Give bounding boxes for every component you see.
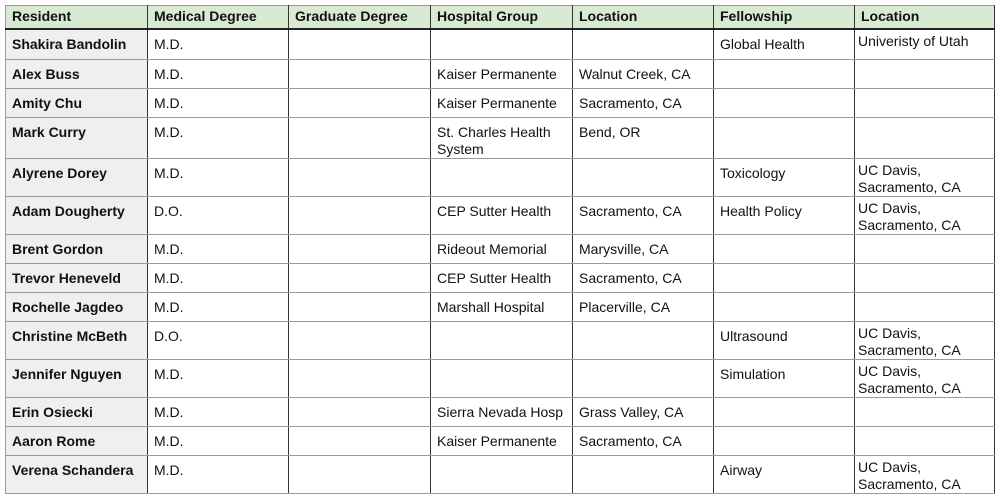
- graduate-degree-cell: [289, 118, 431, 159]
- table-row: [6, 118, 995, 159]
- fellowship-cell: [714, 398, 855, 427]
- medical-degree-cell: D.O.: [148, 197, 289, 235]
- graduate-degree-cell: [289, 159, 431, 197]
- medical-degree-cell: D.O.: [148, 322, 289, 360]
- medical-degree-cell: M.D.: [148, 398, 289, 427]
- table-row: [6, 322, 995, 360]
- medical-degree-cell: M.D.: [148, 427, 289, 456]
- fellowship-cell: Global Health: [714, 29, 855, 60]
- header-fellowship-location: Location: [855, 6, 995, 30]
- hospital-group-cell: Marshall Hospital: [431, 293, 573, 322]
- graduate-degree-cell: [289, 398, 431, 427]
- resident-cell: Alex Buss: [6, 60, 148, 89]
- fellowship-cell: Airway: [714, 456, 855, 494]
- hospital-group-cell: [431, 322, 573, 360]
- graduate-degree-cell: [289, 293, 431, 322]
- graduate-degree-cell: [289, 89, 431, 118]
- graduate-degree-cell: [289, 235, 431, 264]
- table-body: [6, 29, 995, 494]
- fellowship-cell: Health Policy: [714, 197, 855, 235]
- header-graduate-degree: Graduate Degree: [289, 6, 431, 30]
- location-cell: Grass Valley, CA: [573, 398, 714, 427]
- hospital-group-cell: [431, 360, 573, 398]
- medical-degree-cell: M.D.: [148, 235, 289, 264]
- fellowship-cell: Ultrasound: [714, 322, 855, 360]
- hospital-group-cell: Sierra Nevada Hosp: [431, 398, 573, 427]
- fellowship-location-cell: Univeristy of Utah: [855, 29, 995, 60]
- fellowship-cell: Simulation: [714, 360, 855, 398]
- fellowship-cell: [714, 264, 855, 293]
- hospital-group-cell: [431, 29, 573, 60]
- fellowship-location-cell: [855, 235, 995, 264]
- location-cell: Sacramento, CA: [573, 89, 714, 118]
- table-row: [6, 360, 995, 398]
- medical-degree-cell: M.D.: [148, 118, 289, 159]
- hospital-group-cell: [431, 456, 573, 494]
- residents-table: [5, 5, 995, 494]
- header-location: Location: [573, 6, 714, 30]
- resident-cell: Jennifer Nguyen: [6, 360, 148, 398]
- fellowship-cell: [714, 427, 855, 456]
- graduate-degree-cell: [289, 264, 431, 293]
- fellowship-cell: [714, 293, 855, 322]
- graduate-degree-cell: [289, 456, 431, 494]
- medical-degree-cell: M.D.: [148, 264, 289, 293]
- header-hospital-group: Hospital Group: [431, 6, 573, 30]
- hospital-group-cell: Rideout Memorial: [431, 235, 573, 264]
- graduate-degree-cell: [289, 29, 431, 60]
- medical-degree-cell: M.D.: [148, 293, 289, 322]
- resident-cell: Christine McBeth: [6, 322, 148, 360]
- medical-degree-cell: M.D.: [148, 456, 289, 494]
- fellowship-cell: [714, 60, 855, 89]
- fellowship-location-cell: UC Davis, Sacramento, CA: [855, 322, 995, 360]
- table-row: [6, 60, 995, 89]
- hospital-group-cell: Kaiser Permanente: [431, 89, 573, 118]
- medical-degree-cell: M.D.: [148, 29, 289, 60]
- table-row: [6, 235, 995, 264]
- table-row: [6, 427, 995, 456]
- table-row: [6, 89, 995, 118]
- resident-cell: Adam Dougherty: [6, 197, 148, 235]
- medical-degree-cell: M.D.: [148, 60, 289, 89]
- fellowship-location-cell: [855, 427, 995, 456]
- resident-cell: Mark Curry: [6, 118, 148, 159]
- graduate-degree-cell: [289, 360, 431, 398]
- fellowship-location-cell: UC Davis, Sacramento, CA: [855, 159, 995, 197]
- resident-cell: Brent Gordon: [6, 235, 148, 264]
- table-row: [6, 398, 995, 427]
- graduate-degree-cell: [289, 322, 431, 360]
- location-cell: Placerville, CA: [573, 293, 714, 322]
- table-row: [6, 293, 995, 322]
- location-cell: Walnut Creek, CA: [573, 60, 714, 89]
- resident-cell: Aaron Rome: [6, 427, 148, 456]
- location-cell: Sacramento, CA: [573, 197, 714, 235]
- table-row: [6, 197, 995, 235]
- hospital-group-cell: [431, 159, 573, 197]
- resident-cell: Amity Chu: [6, 89, 148, 118]
- header-medical-degree: Medical Degree: [148, 6, 289, 30]
- fellowship-location-cell: UC Davis, Sacramento, CA: [855, 456, 995, 494]
- hospital-group-cell: CEP Sutter Health: [431, 264, 573, 293]
- location-cell: [573, 360, 714, 398]
- resident-cell: Verena Schandera: [6, 456, 148, 494]
- header-resident: Resident: [6, 6, 148, 30]
- header-row: [6, 6, 995, 30]
- fellowship-cell: [714, 235, 855, 264]
- hospital-group-cell: CEP Sutter Health: [431, 197, 573, 235]
- location-cell: Sacramento, CA: [573, 264, 714, 293]
- table-row: [6, 264, 995, 293]
- table-row: [6, 456, 995, 494]
- hospital-group-cell: Kaiser Permanente: [431, 60, 573, 89]
- fellowship-location-cell: [855, 264, 995, 293]
- table-row: [6, 159, 995, 197]
- location-cell: [573, 456, 714, 494]
- resident-cell: Shakira Bandolin: [6, 29, 148, 60]
- resident-cell: Trevor Heneveld: [6, 264, 148, 293]
- fellowship-location-cell: [855, 398, 995, 427]
- fellowship-location-cell: [855, 60, 995, 89]
- header-fellowship: Fellowship: [714, 6, 855, 30]
- resident-cell: Rochelle Jagdeo: [6, 293, 148, 322]
- resident-cell: Alyrene Dorey: [6, 159, 148, 197]
- graduate-degree-cell: [289, 427, 431, 456]
- fellowship-location-cell: [855, 293, 995, 322]
- medical-degree-cell: M.D.: [148, 159, 289, 197]
- resident-cell: Erin Osiecki: [6, 398, 148, 427]
- graduate-degree-cell: [289, 60, 431, 89]
- fellowship-location-cell: UC Davis, Sacramento, CA: [855, 360, 995, 398]
- location-cell: [573, 322, 714, 360]
- table-row: [6, 29, 995, 60]
- fellowship-cell: [714, 89, 855, 118]
- location-cell: [573, 159, 714, 197]
- medical-degree-cell: M.D.: [148, 360, 289, 398]
- fellowship-location-cell: [855, 118, 995, 159]
- fellowship-location-cell: UC Davis, Sacramento, CA: [855, 197, 995, 235]
- location-cell: Sacramento, CA: [573, 427, 714, 456]
- hospital-group-cell: St. Charles Health System: [431, 118, 573, 159]
- medical-degree-cell: M.D.: [148, 89, 289, 118]
- fellowship-cell: [714, 118, 855, 159]
- location-cell: Marysville, CA: [573, 235, 714, 264]
- graduate-degree-cell: [289, 197, 431, 235]
- location-cell: Bend, OR: [573, 118, 714, 159]
- fellowship-location-cell: [855, 89, 995, 118]
- fellowship-cell: Toxicology: [714, 159, 855, 197]
- location-cell: [573, 29, 714, 60]
- hospital-group-cell: Kaiser Permanente: [431, 427, 573, 456]
